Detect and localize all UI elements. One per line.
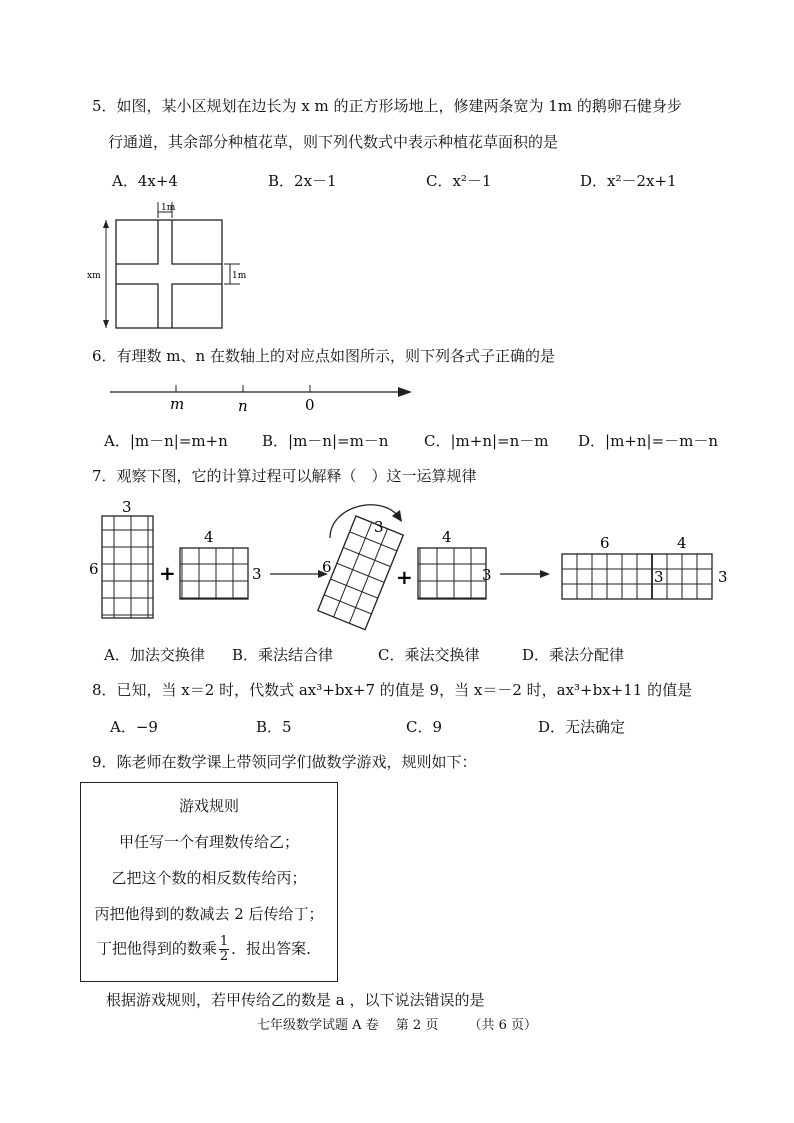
q7-plus-2: + <box>396 565 413 589</box>
q7-option-c: C．乘法交换律 <box>378 646 480 664</box>
game-rule-3: 丙把他得到的数减去 2 后传给丁； <box>94 905 324 923</box>
q6-label-n: n <box>238 397 248 414</box>
q6-option-b: B．|m－n|=m－n <box>262 432 389 450</box>
q6-label-zero: 0 <box>305 396 315 414</box>
q6-option-a: A．|m－n|=m+n <box>104 432 228 450</box>
q7-plus-1: + <box>159 561 176 585</box>
q8-stem: 8．已知，当 x＝2 时，代数式 ax³+bx+7 的值是 9，当 x＝－2 时，ax³+bx+11 的值是 <box>92 681 693 699</box>
q7-g5-top-left: 6 <box>600 534 610 552</box>
q5-option-b: B．2x－1 <box>268 172 337 190</box>
q7-stem: 7．观察下图，它的计算过程可以解释（ ）这一运算规律 <box>92 467 477 485</box>
q7-grid-figure <box>80 496 740 646</box>
q5-label-right: 1m <box>232 271 246 281</box>
q7-g5-mid: 3 <box>654 568 664 586</box>
q5-label-top: 1m <box>161 203 176 213</box>
q6-number-line <box>100 380 420 414</box>
q8-option-b: B．5 <box>256 718 292 736</box>
q7-g1-left: 6 <box>89 560 99 578</box>
game-rule-4 <box>81 935 337 964</box>
game-rule-2: 乙把这个数的相反数传给丙； <box>111 869 307 887</box>
q8-option-d: D．无法确定 <box>538 718 626 736</box>
q5-label-left: xm <box>87 271 101 281</box>
page-footer: 七年级数学试题 A 卷 第 2 页 （共 6 页） <box>257 1018 537 1033</box>
q7-option-b: B．乘法结合律 <box>232 646 334 664</box>
q6-option-d: D．|m+n|=－m－n <box>578 432 719 450</box>
q7-g2-right: 3 <box>252 565 262 583</box>
game-rules-box <box>80 782 338 982</box>
q5-option-a: A．4x+4 <box>112 172 178 190</box>
game-rule-4-pre: 丁把他得到的数乘 <box>96 939 217 958</box>
q5-option-d: D．x²－2x+1 <box>580 172 677 190</box>
game-rule-1: 甲任写一个有理数传给乙； <box>118 833 299 851</box>
q7-g3-left: 6 <box>322 558 332 576</box>
q7-g4-right: 3 <box>482 566 492 584</box>
game-rule-4-post: ．报出答案． <box>231 939 322 958</box>
q7-option-a: A．加法交换律 <box>104 646 205 664</box>
q7-g5-top-right: 4 <box>677 534 687 552</box>
q5-option-c: C．x²－1 <box>426 172 492 190</box>
q8-option-a: A．−9 <box>110 718 158 736</box>
q5-stem-line1: 5．如图，某小区规划在边长为 x m 的正方形场地上，修建两条宽为 1m 的鹅卵石健身步 <box>92 97 682 115</box>
q7-g3-top: 3 <box>374 518 384 536</box>
q6-option-c: C．|m+n|=n－m <box>424 432 549 450</box>
q5-square-figure <box>86 198 246 338</box>
fraction-one-half: $\frac{1}{2}$ <box>219 934 229 964</box>
q9-after-text: 根据游戏规则，若甲传给乙的数是 a ，以下说法错误的是 <box>106 991 485 1009</box>
q7-g4-top: 4 <box>442 528 452 546</box>
q5-stem-line2: 行通道，其余部分种植花草，则下列代数式中表示种植花草面积的是 <box>108 133 559 151</box>
game-rules-title: 游戏规则 <box>178 797 239 815</box>
q8-option-c: C．9 <box>406 718 443 736</box>
q7-g1-top: 3 <box>122 498 132 516</box>
q6-label-m: m <box>170 395 185 413</box>
q7-g2-top: 4 <box>204 528 214 546</box>
q7-option-d: D．乘法分配律 <box>522 646 625 664</box>
q9-stem: 9．陈老师在数学课上带领同学们做数学游戏，规则如下： <box>92 753 477 771</box>
q6-stem: 6．有理数 m、n 在数轴上的对应点如图所示，则下列各式子正确的是 <box>92 347 555 365</box>
q7-g5-right: 3 <box>718 568 728 586</box>
